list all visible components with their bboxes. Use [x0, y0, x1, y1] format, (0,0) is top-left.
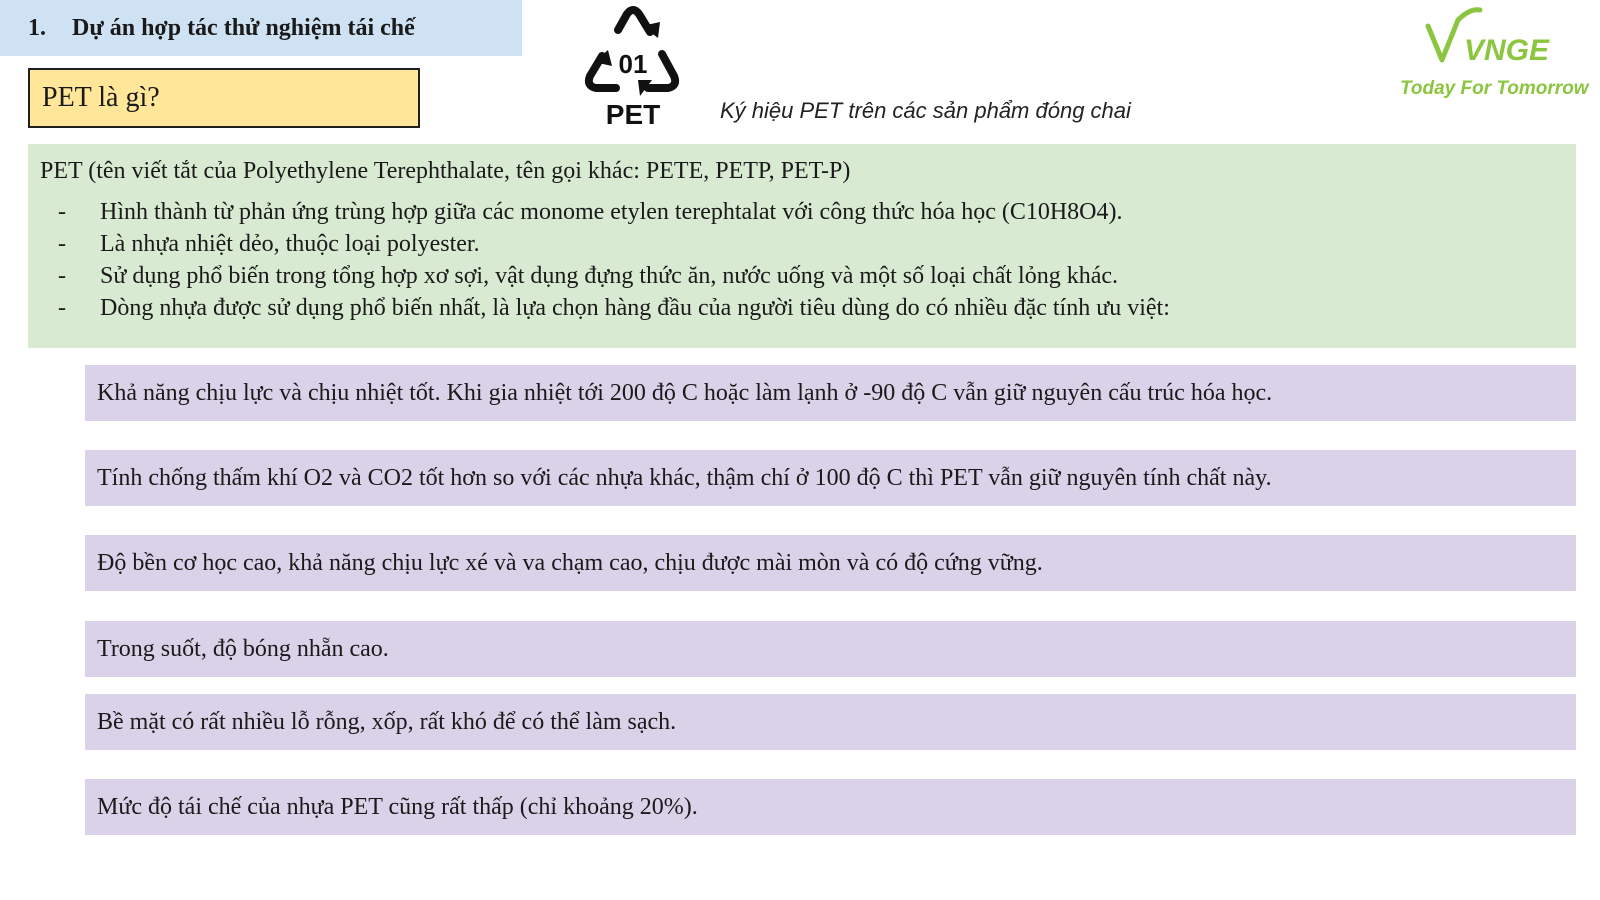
- property-text: Khả năng chịu lực và chịu nhiệt tốt. Khi gia nhiệt tới 200 độ C hoặc làm lạnh ở -90 độ C vẫn giữ nguyên cấu trúc hóa học.: [97, 379, 1273, 406]
- list-item: - Hình thành từ phản ứng trùng hợp giữa các monome etylen terephtalat với công thức hóa học (C10H8O4).: [40, 196, 1564, 228]
- pet-label: PET: [605, 99, 661, 128]
- vnge-logo: [1390, 4, 1590, 104]
- property-text: Trong suốt, độ bóng nhẵn cao.: [97, 635, 389, 662]
- bullet-text: Hình thành từ phản ứng trùng hợp giữa các monome etylen terephtalat với công thức hóa học (C10H8O4).: [100, 199, 1123, 225]
- property-box: [85, 365, 1576, 421]
- pet-caption: Ký hiệu PET trên các sản phẩm đóng chai: [720, 98, 1131, 123]
- section-title: Dự án hợp tác thử nghiệm tái chế: [72, 14, 415, 41]
- property-box: [85, 621, 1576, 677]
- pet-recycling-icon: [578, 4, 688, 128]
- property-box: [85, 450, 1576, 506]
- definition-bullet-list: [40, 196, 1564, 324]
- bullet-text: Dòng nhựa được sử dụng phổ biến nhất, là lựa chọn hàng đầu của người tiêu dùng do có nhiều đặc tính ưu việt:: [100, 295, 1170, 321]
- property-text: Bề mặt có rất nhiều lỗ rỗng, xốp, rất khó để có thể làm sạch.: [97, 708, 677, 735]
- property-box: [85, 694, 1576, 750]
- section-number: 1.: [28, 14, 46, 41]
- section-header: [0, 0, 522, 56]
- bullet-text: Sử dụng phổ biến trong tổng hợp xơ sợi, vật dụng đựng thức ăn, nước uống và một số loại chất lỏng khác.: [100, 263, 1119, 289]
- definition-intro: PET (tên viết tắt của Polyethylene Terephthalate, tên gọi khác: PETE, PETP, PET-P): [40, 158, 851, 184]
- definition-box: [28, 144, 1576, 348]
- logo-tagline: Today For Tomorrow: [1400, 78, 1589, 99]
- vnge-logo-mark: [1420, 4, 1550, 66]
- list-item: - Là nhựa nhiệt dẻo, thuộc loại polyester.: [40, 228, 1564, 260]
- property-box: [85, 779, 1576, 835]
- list-item: - Sử dụng phổ biến trong tổng hợp xơ sợi, vật dụng đựng thức ăn, nước uống và một số loại chất lỏng khác.: [40, 260, 1564, 292]
- pet-code: 01: [618, 49, 648, 79]
- bullet-text: Là nhựa nhiệt dẻo, thuộc loại polyester.: [100, 231, 480, 257]
- question-text: PET là gì?: [42, 82, 160, 113]
- property-text: Tính chống thấm khí O2 và CO2 tốt hơn so với các nhựa khác, thậm chí ở 100 độ C thì PET vẫn giữ nguyên tính chất này.: [97, 464, 1272, 491]
- logo-brand: VNGE: [1464, 34, 1550, 66]
- property-text: Mức độ tái chế của nhựa PET cũng rất thấp (chỉ khoảng 20%).: [97, 793, 698, 820]
- property-text: Độ bền cơ học cao, khả năng chịu lực xé và va chạm cao, chịu được mài mòn và có độ cứng vững.: [97, 549, 1043, 576]
- list-item: - Dòng nhựa được sử dụng phổ biến nhất, là lựa chọn hàng đầu của người tiêu dùng do có nhiều đặc tính ưu việt:: [40, 292, 1564, 324]
- property-box: [85, 535, 1576, 591]
- question-box: [28, 68, 420, 128]
